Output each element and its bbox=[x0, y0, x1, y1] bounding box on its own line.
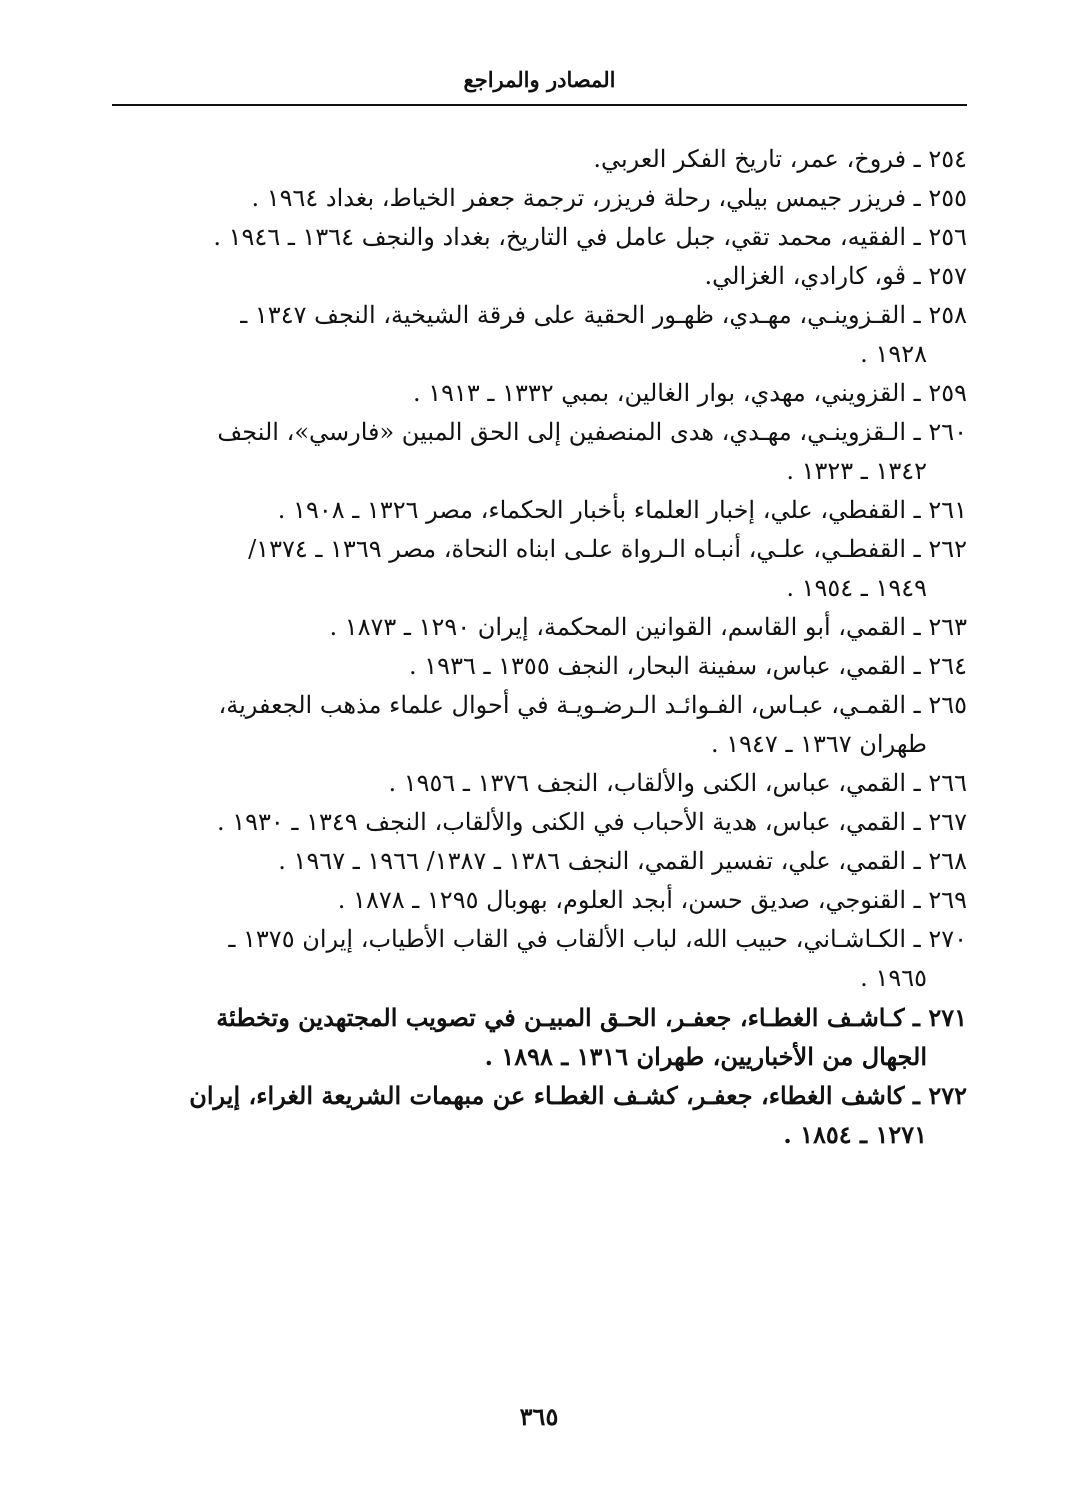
bibliography-entry bbox=[112, 920, 967, 998]
entry-line: ٢٦١ ـ القفطي، علي، إخبار العلماء بأخبار الحكماء، مصر ١٣٢٦ ـ ١٩٠٨ . bbox=[277, 496, 967, 524]
entry-line: ٢٦٥ ـ القمـي، عبـاس، الفـوائـد الـرضـويـة في أحوال علماء مذهب الجعفرية، bbox=[218, 691, 967, 719]
running-header: المصادر والمراجع bbox=[463, 67, 616, 92]
entry-continuation: ١٣٤٢ ـ ١٣٢٣ . bbox=[786, 457, 927, 485]
bibliography-entry bbox=[112, 764, 967, 803]
entry-line: ٢٦٧ ـ القمي، عباس، هدية الأحباب في الكنى والألقاب، النجف ١٣٤٩ ـ ١٩٣٠ . bbox=[216, 808, 967, 836]
entry-continuation: ١٩٦٥ . bbox=[860, 964, 927, 992]
bibliography-entry bbox=[112, 803, 967, 842]
entry-line: ٢٥٨ ـ القـزوينـي، مهـدي، ظهـور الحقية على فرقة الشيخية، النجف ١٣٤٧ ـ bbox=[240, 301, 967, 329]
bibliography-entry bbox=[112, 881, 967, 920]
bibliography-entry bbox=[112, 842, 967, 881]
entry-continuation: ١٩٢٨ . bbox=[860, 340, 927, 368]
entry-continuation: الجهال من الأخباريين، طهران ١٣١٦ ـ ١٨٩٨ . bbox=[484, 1042, 927, 1071]
bibliography-entry bbox=[112, 647, 967, 686]
bibliography-entry bbox=[112, 608, 967, 647]
entry-line: ٢٦٨ ـ القمي، علي، تفسير القمي، النجف ١٣٨٦ ـ ١٣٨٧/ ١٩٦٦ ـ ١٩٦٧ . bbox=[278, 847, 967, 875]
entry-continuation: ١٢٧١ ـ ١٨٥٤ . bbox=[783, 1120, 927, 1149]
page-number: ٣٦٥ bbox=[519, 1402, 559, 1431]
bibliography-entry bbox=[112, 998, 967, 1076]
entry-line: ٢٦٩ ـ القنوجي، صديق حسن، أبجد العلوم، بهوبال ١٢٩٥ ـ ١٨٧٨ . bbox=[337, 886, 967, 914]
entry-line: ٢٦٤ ـ القمي، عباس، سفينة البحار، النجف ١٣٥٥ ـ ١٩٣٦ . bbox=[409, 652, 967, 680]
entry-line: ٢٦٦ ـ القمي، عباس، الكنى والألقاب، النجف ١٣٧٦ ـ ١٩٥٦ . bbox=[388, 769, 967, 797]
entry-line: ٢٦٢ ـ القفطـي، علـي، أنبـاه الـرواة علـى ابناه النحاة، مصر ١٣٦٩ ـ ١٣٧٤/ bbox=[248, 535, 967, 563]
entry-line: ٢٦٠ ـ الـقزوينـي، مهـدي، هدى المنصفين إلى الحق المبين «فارسي»، النجف bbox=[217, 418, 967, 446]
entry-line: ٢٥٧ ـ ڤو، كارادي، الغزالي. bbox=[704, 262, 967, 290]
header-rule bbox=[112, 104, 967, 106]
entry-line: ٢٧٠ ـ الكـاشـاني، حبيب الله، لباب الألقاب في القاب الأطياب، إيران ١٣٧٥ ـ bbox=[228, 925, 967, 953]
entry-line: ٢٥٥ ـ فريزر جيمس بيلي، رحلة فريزر، ترجمة جعفر الخياط، بغداد ١٩٦٤ . bbox=[251, 184, 967, 212]
bibliography-list bbox=[112, 140, 967, 1154]
entry-continuation: ١٩٤٩ ـ ١٩٥٤ . bbox=[786, 574, 927, 602]
bibliography-entry bbox=[112, 1076, 967, 1154]
entry-line: ٢٥٩ ـ القزويني، مهدي، بوار الغالين، بمبي ١٣٣٢ ـ ١٩١٣ . bbox=[412, 379, 967, 407]
entry-line: ٢٥٦ ـ الفقيه، محمد تقي، جبل عامل في التاريخ، بغداد والنجف ١٣٦٤ ـ ١٩٤٦ . bbox=[213, 223, 967, 251]
bibliography-entry bbox=[112, 491, 967, 530]
bibliography-entry bbox=[112, 257, 967, 296]
bibliography-entry bbox=[112, 179, 967, 218]
bibliography-entry bbox=[112, 686, 967, 764]
bibliography-entry bbox=[112, 218, 967, 257]
entry-line: ٢٦٣ ـ القمي، أبو القاسم، القوانين المحكمة، إيران ١٢٩٠ ـ ١٨٧٣ . bbox=[329, 613, 967, 641]
bibliography-entry bbox=[112, 140, 967, 179]
bibliography-entry bbox=[112, 530, 967, 608]
entry-line: ٢٥٤ ـ فروخ، عمر، تاريخ الفكر العربي. bbox=[593, 145, 967, 173]
bibliography-entry bbox=[112, 413, 967, 491]
entry-line: ٢٧٢ ـ كاشف الغطاء، جعفـر، كشـف الغطـاء عن مبهمات الشريعة الغراء، إيران bbox=[189, 1081, 967, 1110]
bibliography-entry bbox=[112, 374, 967, 413]
bibliography-entry bbox=[112, 296, 967, 374]
entry-continuation: طهران ١٣٦٧ ـ ١٩٤٧ . bbox=[710, 730, 927, 758]
entry-line: ٢٧١ ـ كـاشـف الغطـاء، جعفـر، الحـق المبيـن في تصويب المجتهدين وتخطئة bbox=[216, 1003, 967, 1032]
